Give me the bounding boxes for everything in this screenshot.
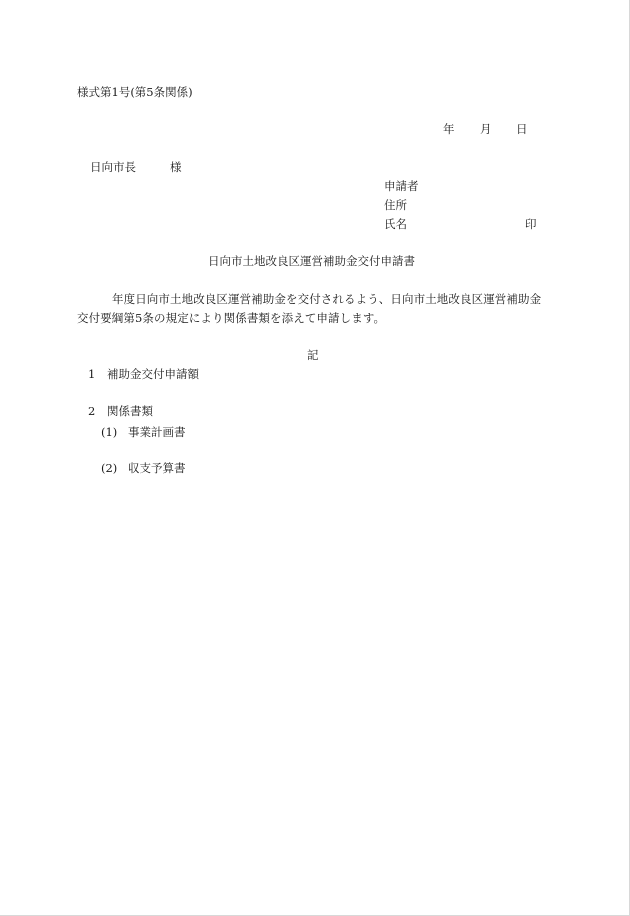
date-day-label: 日 [516,122,528,136]
note-heading: 記 [307,348,319,362]
seal-label: 印 [525,217,537,231]
sub-item-1-label: 事業計画書 [128,425,186,439]
date-year-label: 年 [443,122,455,136]
applicant-name-label: 氏名 [384,217,407,231]
document-title: 日向市土地改良区運営補助金交付申請書 [208,254,415,268]
recipient-honorific: 様 [170,160,182,174]
sub-item-2-label: 収支予算書 [128,461,186,475]
sub-item-1-number: (1) [101,425,118,439]
date-month-label: 月 [480,122,492,136]
recipient-name: 日向市長 [90,160,136,174]
body-line-2: 交付要綱第5条の規定により関係書類を添えて申請します。 [77,311,386,325]
item-1-label: 補助金交付申請額 [107,367,199,381]
form-number: 様式第1号(第5条関係) [77,85,193,99]
item-2-number: 2 [88,404,96,418]
applicant-address-label: 住所 [384,198,407,212]
body-line-1: 年度日向市土地改良区運営補助金を交付されるよう、日向市土地改良区運営補助金 [112,292,542,306]
item-2-label: 関係書類 [107,404,153,418]
sub-item-2-number: (2) [101,461,118,475]
applicant-title: 申請者 [384,179,419,193]
item-1-number: 1 [88,367,96,381]
